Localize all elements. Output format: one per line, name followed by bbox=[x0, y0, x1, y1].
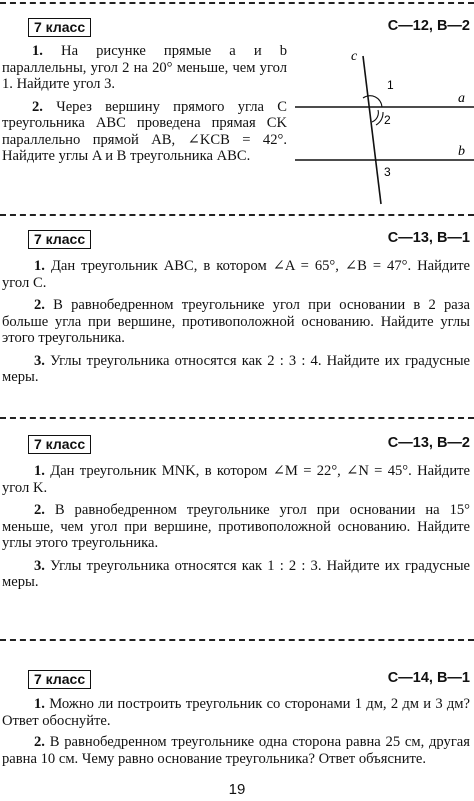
task-number: 2. bbox=[34, 734, 45, 750]
top-separator bbox=[0, 2, 474, 4]
variant-code: С—13, В—1 bbox=[387, 230, 470, 246]
task-text: Дан треугольник ABC, в котором ∠A = 65°, ∠B = 47°. Найдите угол C. bbox=[2, 258, 470, 291]
label-angle-2: 2 bbox=[384, 113, 391, 127]
grade-label: 7 класс bbox=[28, 230, 91, 249]
section-c14-v1 bbox=[0, 670, 474, 767]
grade-label: 7 класс bbox=[28, 670, 91, 689]
task-text: Углы треугольника относятся как 1 : 2 : 3. Найдите их градусные меры. bbox=[2, 557, 470, 590]
grade-label: 7 класс bbox=[28, 18, 91, 37]
task-text: Углы треугольника относятся как 2 : 3 : 4. Найдите их градусные меры. bbox=[2, 352, 470, 385]
task-2 bbox=[2, 99, 287, 165]
task-1 bbox=[0, 463, 474, 496]
label-angle-1: 1 bbox=[387, 78, 394, 92]
variant-code: С—14, В—1 bbox=[387, 670, 470, 686]
grade-label: 7 класс bbox=[28, 435, 91, 454]
variant-code: С—12, В—2 bbox=[387, 18, 470, 34]
task-1 bbox=[0, 696, 474, 729]
section-c13-v2 bbox=[0, 435, 474, 591]
task-text: Можно ли построить треугольник со сторонами 1 дм, 2 дм и 3 дм? Ответ обоснуйте. bbox=[2, 696, 470, 729]
task-text: На рисунке прямые a и b параллельны, угол 2 на 20° меньше, чем угол 1. Найдите угол 3. bbox=[2, 43, 287, 92]
task-text: В равнобедренном треугольнике угол при основании в 2 раза больше угла при вершине, противоположной основанию. Найдите углы этого треугольника. bbox=[2, 297, 470, 346]
label-c: c bbox=[351, 49, 358, 64]
tasks-column bbox=[0, 43, 287, 165]
section-c13-v1 bbox=[0, 230, 474, 386]
task-text: В равнобедренном треугольнике одна сторона равна 25 см, другая равна 10 см. Чему равно основание треугольника? Ответ объясните. bbox=[2, 734, 470, 767]
label-angle-3: 3 bbox=[384, 165, 391, 179]
task-text: В равнобедренном треугольнике угол при основании на 15° меньше, чем угол при вершине, противоположной основанию. Найдите углы этого треугольника. bbox=[2, 502, 470, 551]
task-number: 1. bbox=[34, 258, 45, 274]
section-header bbox=[0, 435, 474, 457]
task-1 bbox=[0, 258, 474, 291]
task-number: 1. bbox=[34, 463, 45, 479]
task-number: 2. bbox=[32, 98, 43, 115]
angle-2-arc bbox=[372, 110, 378, 122]
section-header bbox=[0, 670, 474, 692]
task-2 bbox=[0, 297, 474, 347]
label-b: b bbox=[458, 144, 465, 159]
tasks-column bbox=[0, 696, 474, 767]
task-3 bbox=[0, 353, 474, 386]
angle-1-arc bbox=[363, 96, 382, 107]
parallel-lines-figure bbox=[295, 44, 474, 214]
section-header bbox=[0, 230, 474, 252]
task-number: 3. bbox=[34, 557, 45, 574]
task-number: 2. bbox=[34, 297, 45, 313]
task-1 bbox=[2, 43, 287, 93]
separator bbox=[0, 639, 474, 641]
task-3 bbox=[0, 558, 474, 591]
task-text: Дан треугольник MNK, в котором ∠M = 22°, ∠N = 45°. Найдите угол K. bbox=[2, 463, 470, 496]
task-number: 2. bbox=[34, 502, 45, 518]
page-number: 19 bbox=[228, 781, 246, 798]
line-c bbox=[363, 56, 381, 204]
label-a: a bbox=[458, 91, 465, 106]
variant-code: С—13, В—2 bbox=[387, 435, 470, 451]
separator bbox=[0, 214, 474, 216]
section-header bbox=[0, 18, 474, 40]
task-2 bbox=[0, 734, 474, 767]
task-number: 3. bbox=[34, 352, 45, 369]
separator bbox=[0, 417, 474, 419]
task-number: 1. bbox=[32, 43, 43, 59]
tasks-column bbox=[0, 463, 474, 591]
task-number: 1. bbox=[34, 696, 45, 712]
tasks-column bbox=[0, 258, 474, 386]
task-text: Через вершину прямого угла C треугольника ABC проведена прямая CK параллельно прямой AB, ∠KCB = 42°. Найдите углы A и B треугольника ABC. bbox=[2, 98, 287, 164]
task-2 bbox=[0, 502, 474, 552]
section-c12-v2 bbox=[0, 18, 474, 179]
